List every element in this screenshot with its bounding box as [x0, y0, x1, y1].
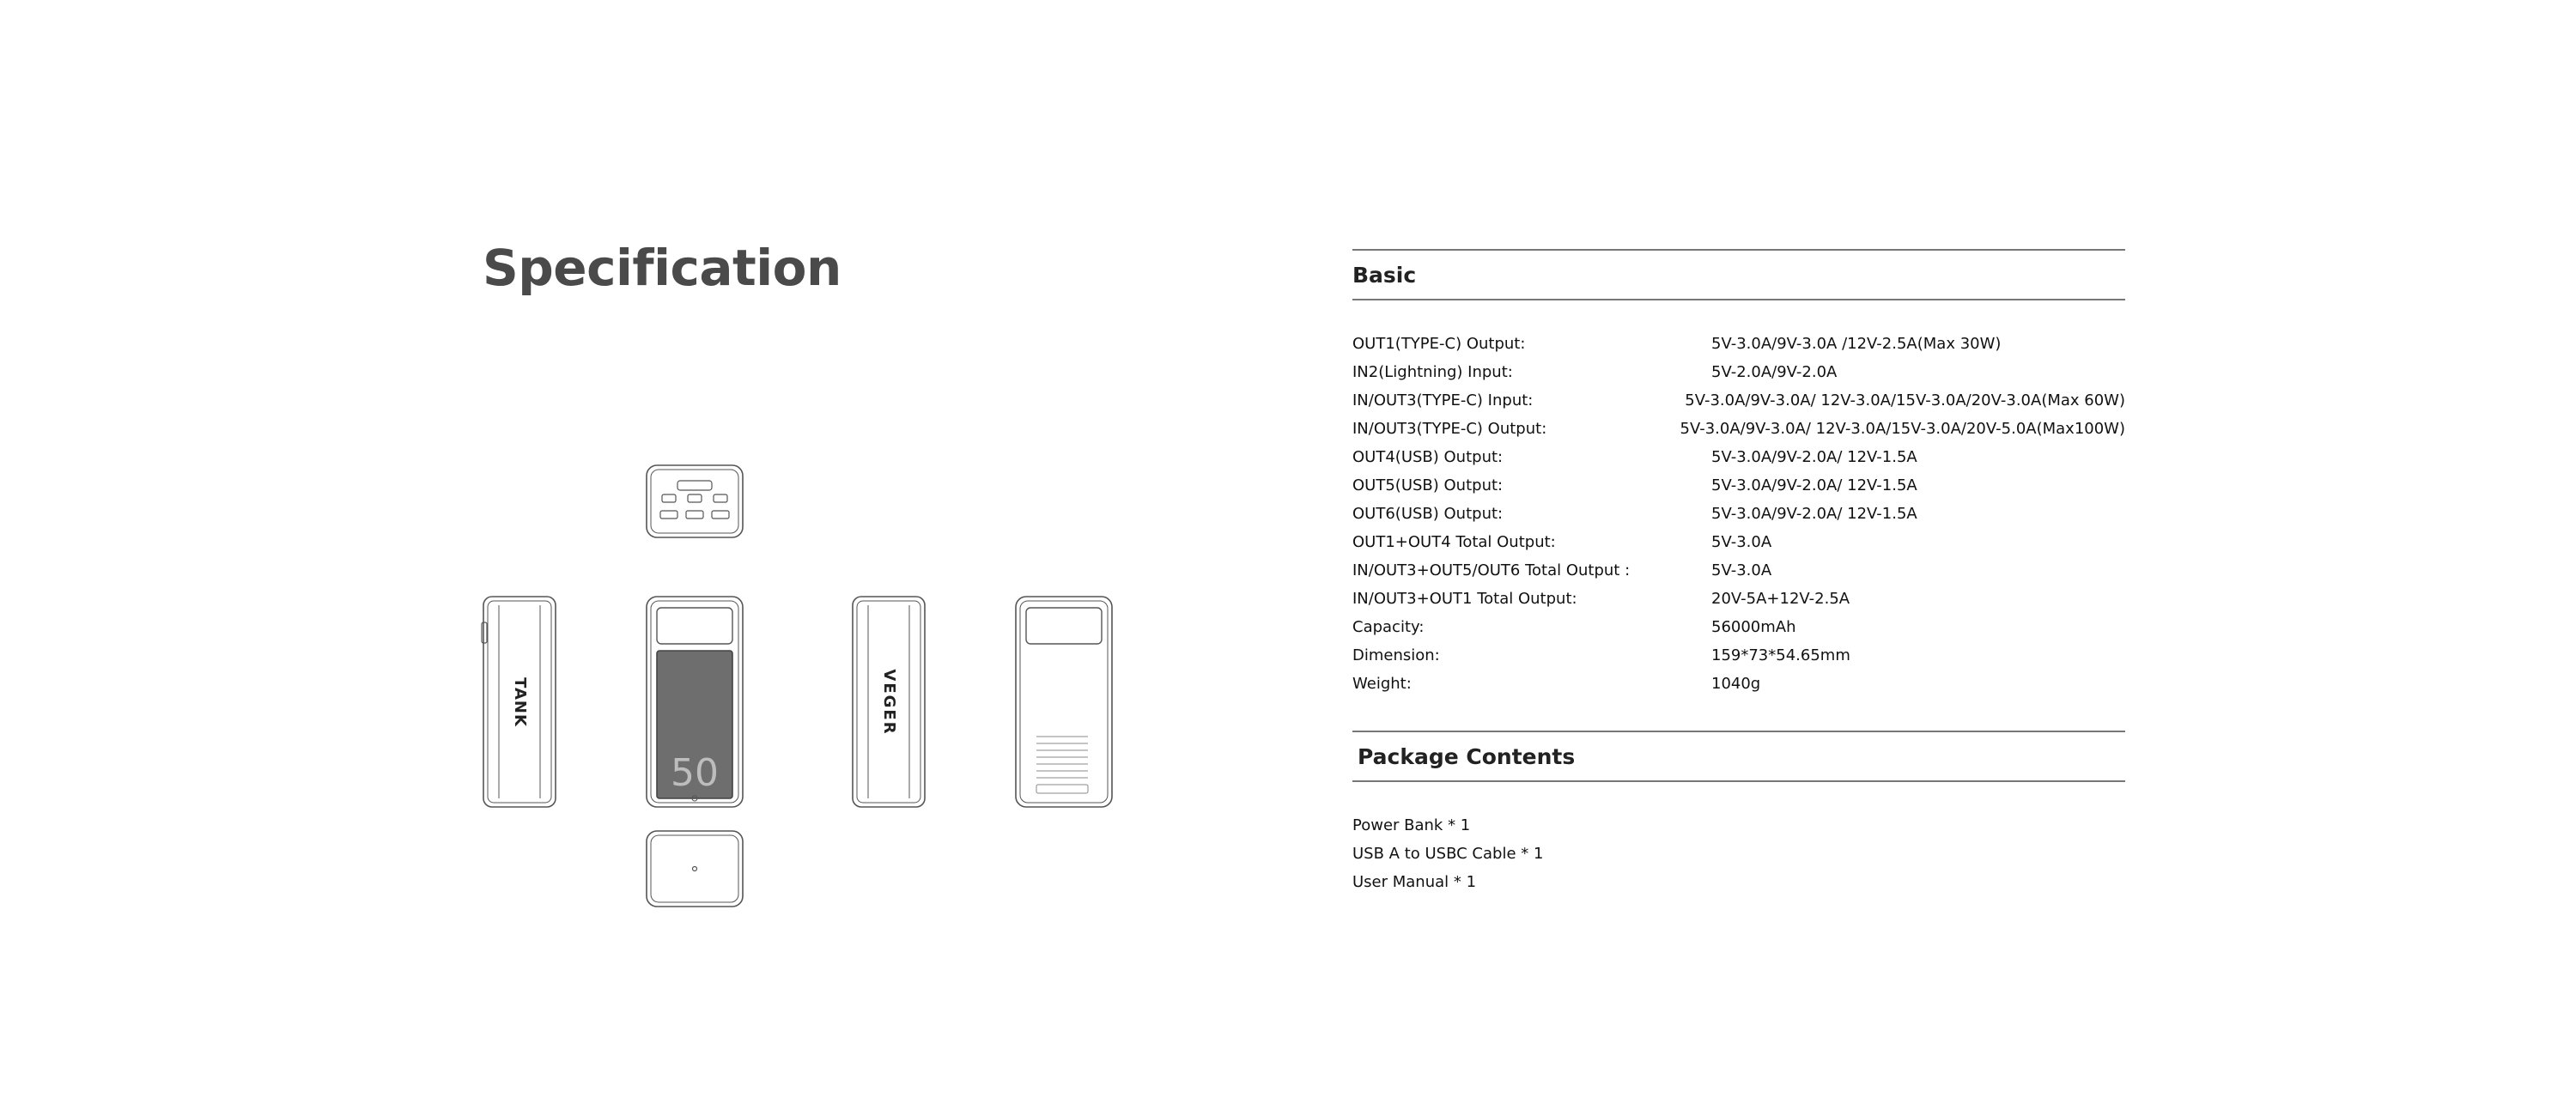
spec-value: 159*73*54.65mm: [1711, 646, 1850, 664]
spec-value: 5V-3.0A/9V-2.0A/ 12V-1.5A: [1711, 505, 1917, 523]
bottom-view-drawing: [647, 831, 743, 907]
spec-label: IN/OUT3(TYPE-C) Output:: [1352, 420, 1547, 438]
spec-label: OUT5(USB) Output:: [1352, 476, 1504, 494]
spec-value: 20V-5A+12V-2.5A: [1711, 590, 1850, 608]
spec-row: [1352, 670, 2125, 698]
spec-value: 56000mAh: [1711, 618, 1796, 636]
side-brand-text-right: VEGER: [880, 669, 898, 736]
spec-row: [1352, 386, 2125, 415]
spec-row: [1352, 613, 2125, 641]
spec-value: 5V-3.0A/9V-2.0A/ 12V-1.5A: [1711, 448, 1917, 466]
list-item: USB A to USBC Cable * 1: [1352, 845, 1544, 863]
spec-row: [1352, 500, 2125, 528]
spec-label: Weight:: [1352, 675, 1412, 693]
spec-label: IN/OUT3+OUT1 Total Output:: [1352, 590, 1577, 608]
spec-label: IN/OUT3+OUT5/OUT6 Total Output :: [1352, 561, 1631, 579]
top-view-drawing: [647, 465, 743, 537]
list-item: User Manual * 1: [1352, 873, 1477, 891]
package-heading: Package Contents: [1358, 744, 1576, 769]
spec-label: Dimension:: [1352, 646, 1440, 664]
back-view-drawing: [1016, 597, 1112, 807]
divider: [1352, 299, 2125, 300]
spec-label: IN/OUT3(TYPE-C) Input:: [1352, 391, 1534, 409]
spec-row: [1352, 528, 2125, 556]
spec-row: [1352, 471, 2125, 500]
spec-value: 5V-3.0A/9V-3.0A /12V-2.5A(Max 30W): [1711, 335, 2002, 353]
spec-value: 1040g: [1711, 675, 1761, 693]
spec-label: IN2(Lightning) Input:: [1352, 363, 1513, 381]
spec-row: [1352, 641, 2125, 670]
divider: [1352, 780, 2125, 782]
spec-label: Capacity:: [1352, 618, 1425, 636]
spec-label: OUT1(TYPE-C) Output:: [1352, 335, 1526, 353]
spec-row: [1352, 330, 2125, 358]
spec-label: OUT1+OUT4 Total Output:: [1352, 533, 1556, 551]
spec-label: OUT6(USB) Output:: [1352, 505, 1504, 523]
package-list: [1352, 811, 2125, 896]
basic-heading: Basic: [1352, 263, 1417, 288]
product-line-drawings: [477, 464, 1121, 910]
spec-row: [1352, 556, 2125, 585]
spec-value: 5V-3.0A: [1711, 561, 1772, 579]
spec-value: 5V-3.0A/9V-3.0A/ 12V-3.0A/15V-3.0A/20V-5.0A(Max100W): [1680, 420, 2125, 438]
spec-row: [1352, 443, 2125, 471]
list-item: Power Bank * 1: [1352, 816, 1471, 834]
spec-value: 5V-3.0A: [1711, 533, 1772, 551]
spec-panel: [1352, 249, 2125, 896]
spec-value: 5V-3.0A/9V-3.0A/ 12V-3.0A/15V-3.0A/20V-3.0A(Max 60W): [1685, 391, 2125, 409]
spec-row: [1352, 358, 2125, 386]
side-brand-text-left: TANK: [511, 677, 529, 727]
basic-spec-table: [1352, 330, 2125, 698]
spec-row: [1352, 585, 2125, 613]
page-title: Specification: [483, 239, 841, 297]
spec-label: OUT4(USB) Output:: [1352, 448, 1504, 466]
front-number-text: 50: [671, 751, 719, 795]
spec-value: 5V-2.0A/9V-2.0A: [1711, 363, 1838, 381]
spec-value: 5V-3.0A/9V-2.0A/ 12V-1.5A: [1711, 476, 1917, 494]
spec-row: [1352, 415, 2125, 443]
